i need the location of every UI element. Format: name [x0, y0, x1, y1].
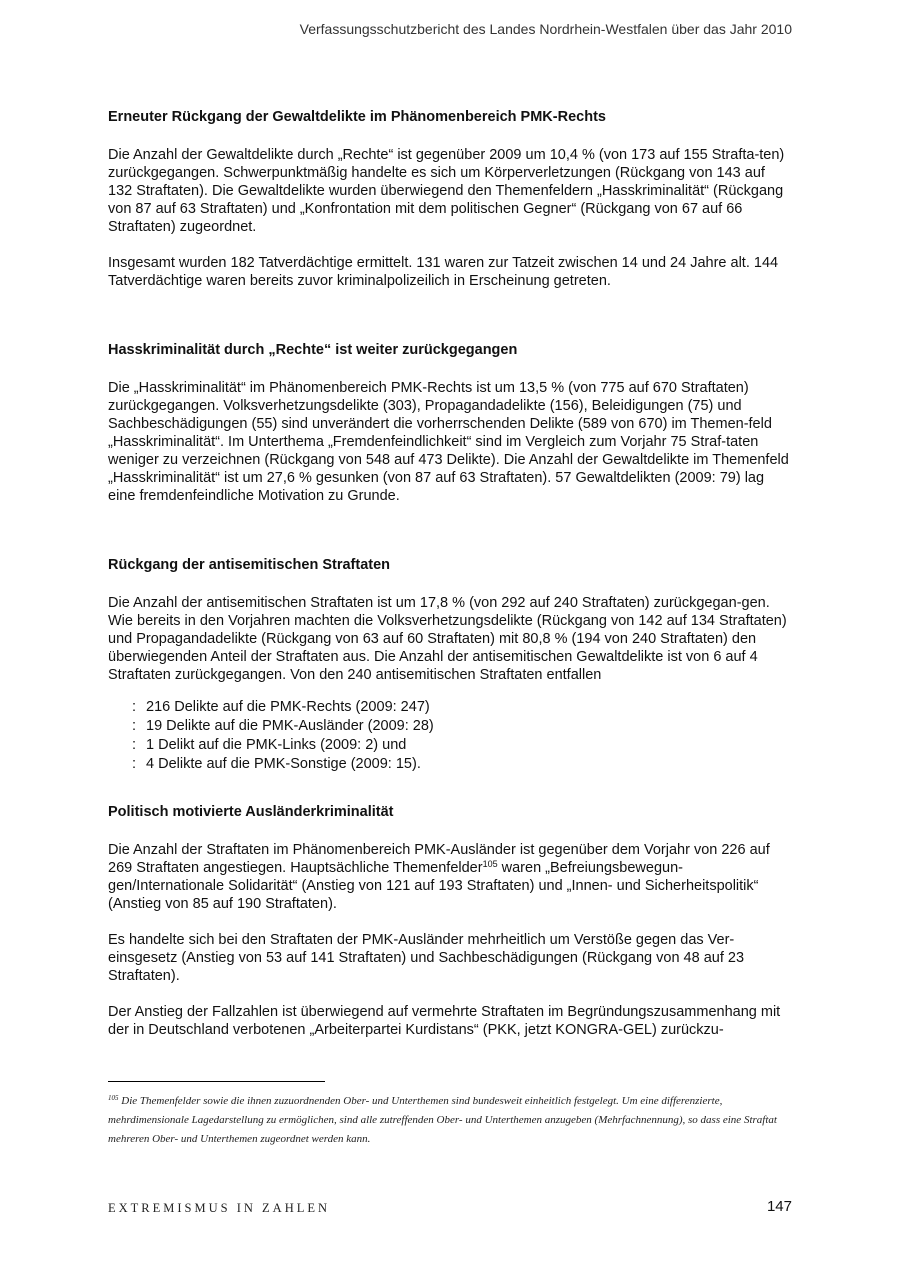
- paragraph: Es handelte sich bei den Straftaten der PMK-Ausländer mehrheitlich um Verstöße gegen das Ver-einsgesetz (Anstieg von 53 auf 141 Straftaten) und Sachbeschädigungen (Rückgang von 48 auf 23 Straftaten).: [108, 932, 745, 984]
- main-content: [108, 107, 792, 1039]
- section-heading: Rückgang der antisemitischen Straftaten: [108, 557, 391, 573]
- section-heading: Politisch motivierte Ausländerkriminalität: [108, 804, 394, 820]
- offence-breakdown-list: [108, 698, 792, 774]
- list-item: [132, 698, 792, 717]
- list-item: [132, 736, 792, 755]
- list-item: [132, 755, 792, 774]
- running-header: Verfassungsschutzbericht des Landes Nordrhein-Westfalen über das Jahr 2010: [299, 21, 792, 37]
- paragraph: Der Anstieg der Fallzahlen ist überwiegend auf vermehrte Straftaten im Begründungszusammenhang mit der in Deutschland verbotenen „Arbeiterpartei Kurdistans“ (PKK, jetzt KONGRA-GEL) zurückzu-: [108, 1004, 781, 1038]
- paragraph-text: Die Anzahl der Straftaten im Phänomenbereich PMK-Ausländer ist gegenüber dem Vorjahr von 226 auf 269 Straftaten angestiegen. Hauptsächliche Themenfelder: [108, 842, 770, 876]
- list-item-text: 216 Delikte auf die PMK-Rechts (2009: 247): [146, 699, 430, 715]
- footnote-text: Die Themenfelder sowie die ihnen zuzuordnenden Ober- und Unterthemen sind bundesweit einheitlich festgelegt. Um eine differenzierte, mehrdimensionale Lagedarstellung zu ermöglichen, sind alle zutreffenden Ober- und Unterthemen anzugeben (Mehrfachnennung), so dass eine Straftat mehreren Ober- und Unterthemen zugeordnet werden kann.: [108, 1095, 777, 1145]
- footnote: [108, 1092, 792, 1149]
- footnote-number: 105: [108, 1094, 119, 1102]
- list-item: [132, 717, 792, 736]
- list-item-text: 1 Delikt auf die PMK-Links (2009: 2) und: [146, 737, 407, 753]
- page-number: 147: [766, 1198, 792, 1215]
- paragraph: [108, 841, 792, 913]
- list-marker: :: [132, 756, 137, 772]
- section-heading: Hasskriminalität durch „Rechte“ ist weiter zurückgegangen: [108, 342, 518, 358]
- list-marker: :: [132, 718, 137, 734]
- list-item-text: 4 Delikte auf die PMK-Sonstige (2009: 15).: [146, 756, 421, 772]
- footer-section-label: EXTREMISMUS IN ZAHLEN: [108, 1201, 331, 1215]
- list-marker: :: [132, 699, 137, 715]
- paragraph: Die „Hasskriminalität“ im Phänomenbereich PMK-Rechts ist um 13,5 % (von 775 auf 670 Straftaten) zurückgegangen. Volksverhetzungsdelikte (303), Propagandadelikte (156), Beleidigungen (75) und Sachbeschädigungen (55) sind unverändert die vorherrschenden Delikte (589 von 670) im Themen-feld „Hasskriminalität“. Im Unterthema „Fremdenfeindlichkeit“ sind im Vergleich zum Vorjahr 75 Straf-taten weniger zu verzeichnen (Rückgang von 548 auf 473 Delikte). Die Anzahl der Gewaltdelikte im Themenfeld „Hasskriminalität“ ist um 27,6 % gesunken (von 87 auf 63 Straftaten). 57 Gewaltdelikten (2009: 79) lag eine fremdenfeindliche Motivation zu Grunde.: [108, 380, 789, 504]
- footnote-divider: [108, 1081, 325, 1082]
- paragraph-text: waren „Befreiungsbewegun-gen/Internationale Solidarität“ (Anstieg von 121 auf 193 Straftaten) und „Innen- und Sicherheitspolitik“ (Anstieg von 85 auf 190 Straftaten).: [108, 860, 759, 912]
- list-marker: :: [132, 737, 137, 753]
- section-heading: Erneuter Rückgang der Gewaltdelikte im Phänomenbereich PMK-Rechts: [108, 109, 606, 125]
- paragraph: Die Anzahl der Gewaltdelikte durch „Rechte“ ist gegenüber 2009 um 10,4 % (von 173 auf 155 Strafta-ten) zurückgegangen. Schwerpunktmäßig handelte es sich um Körperverletzungen (Rückgang von 143 auf 132 Straftaten). Die Gewaltdelikte wurden überwiegend den Themenfeldern „Hasskriminalität“ (Rückgang von 87 auf 63 Straftaten) und „Konfrontation mit dem politischen Gegner“ (Rückgang von 67 auf 66 Straftaten) zugeordnet.: [108, 147, 785, 235]
- paragraph: Die Anzahl der antisemitischen Straftaten ist um 17,8 % (von 292 auf 240 Straftaten) zurückgegan-gen. Wie bereits in den Vorjahren machten die Volksverhetzungsdelikte (Rückgang von 142 auf 134 Straftaten) und Propagandadelikte (Rückgang von 63 auf 60 Straftaten) mit 80,8 % (194 von 240 Straftaten) den überwiegenden Anteil der Straftaten aus. Die Anzahl der antisemitischen Gewaltdelikte ist von 6 auf 4 Straftaten zurückgegangen. Von den 240 antisemitischen Straftaten entfallen: [108, 595, 787, 683]
- paragraph: Insgesamt wurden 182 Tatverdächtige ermittelt. 131 waren zur Tatzeit zwischen 14 und 24 Jahre alt. 144 Tatverdächtige waren bereits zuvor kriminalpolizeilich in Erscheinung getreten.: [108, 255, 779, 289]
- list-item-text: 19 Delikte auf die PMK-Ausländer (2009: 28): [146, 718, 434, 734]
- footnote-reference[interactable]: 105: [482, 859, 498, 869]
